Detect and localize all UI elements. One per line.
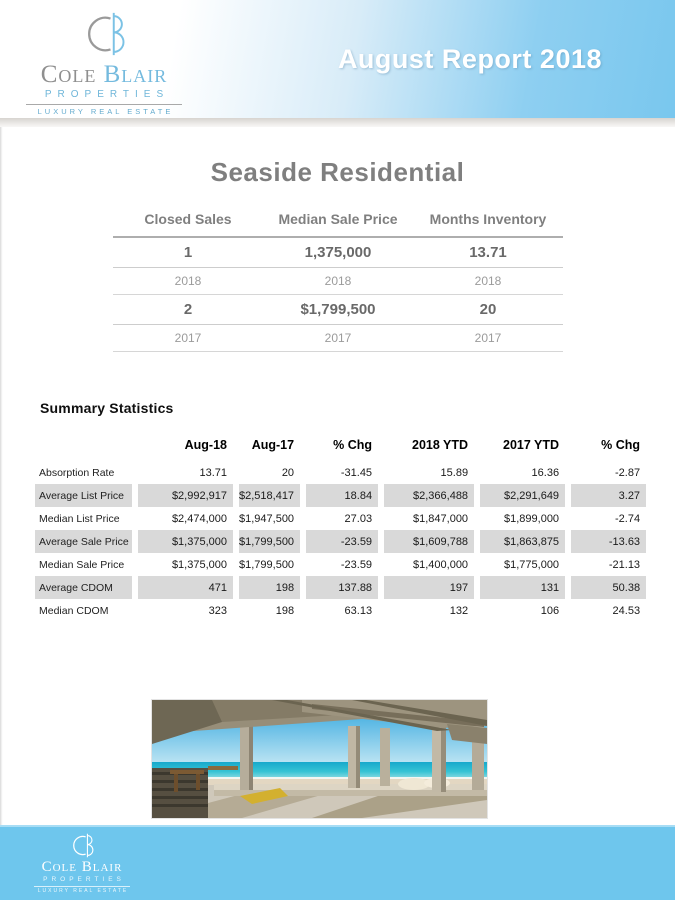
- cell: $1,400,000: [413, 558, 469, 571]
- cell: $1,847,000: [413, 512, 469, 525]
- cell: -21.13: [608, 558, 641, 571]
- cell: 323: [208, 604, 227, 617]
- cell: 2: [113, 294, 263, 324]
- cole-blair-monogram-icon: [77, 8, 131, 60]
- summary-label-column-header: [35, 430, 132, 461]
- summary-table-body: [35, 461, 646, 622]
- overview-header-row: [113, 211, 563, 237]
- row-label: Absorption Rate: [39, 466, 115, 479]
- cell: -23.59: [340, 558, 373, 571]
- masthead: [0, 0, 675, 118]
- column-header: % Chg: [601, 438, 641, 452]
- cell: 13.71: [413, 237, 563, 267]
- table-row: [35, 530, 646, 553]
- cell: 137.88: [306, 576, 378, 599]
- cell: 63.13: [344, 604, 373, 617]
- cell: $1,609,788: [384, 530, 474, 553]
- cell: $1,799,500: [239, 530, 300, 553]
- property-photo: [152, 700, 487, 818]
- cell: 20: [281, 466, 295, 479]
- cell: 106: [540, 604, 560, 617]
- cell: 1,375,000: [263, 237, 413, 267]
- logo-tagline: LUXURY REAL ESTATE: [37, 107, 174, 116]
- summary-statistics-table: [29, 430, 652, 622]
- logo-subtitle: PROPERTIES: [34, 875, 130, 887]
- page-title: Seaside Residential: [210, 157, 465, 187]
- row-label: Median List Price: [39, 512, 120, 525]
- table-row: [35, 553, 646, 576]
- footer: [0, 825, 675, 900]
- cell: $2,474,000: [171, 512, 227, 525]
- cell: $1,375,000: [171, 558, 227, 571]
- cell: -2.87: [614, 466, 641, 479]
- company-logo: [26, 8, 182, 119]
- cell: 18.84: [306, 484, 378, 507]
- table-row: [35, 599, 646, 622]
- cell: 2017: [113, 324, 263, 351]
- cell: $1,775,000: [504, 558, 560, 571]
- logo-name-first: Cole: [41, 859, 77, 875]
- row-label: Average CDOM: [35, 576, 132, 599]
- cell: 27.03: [344, 512, 373, 525]
- cell: $1,799,500: [239, 558, 295, 571]
- logo-name: [34, 860, 130, 875]
- column-header: 2017 YTD: [503, 438, 560, 452]
- table-row: [35, 484, 646, 507]
- table-row: [35, 576, 646, 599]
- cell: 2018: [413, 267, 563, 294]
- cell: 50.38: [571, 576, 646, 599]
- row-label: Median CDOM: [39, 604, 109, 617]
- cell: 2017: [413, 324, 563, 351]
- footer-company-logo: [34, 831, 130, 896]
- row-label: Average Sale Price: [35, 530, 132, 553]
- cell: 471: [138, 576, 233, 599]
- summary-header-row: [35, 430, 646, 461]
- column-header: Median Sale Price: [263, 211, 413, 237]
- row-label: Median Sale Price: [39, 558, 125, 571]
- summary-title: Summary Statistics: [40, 400, 174, 416]
- column-header: Aug-18: [184, 438, 227, 452]
- cell: 198: [275, 604, 295, 617]
- overview-table: [113, 211, 563, 352]
- table-row: [113, 267, 563, 294]
- cell: 132: [449, 604, 469, 617]
- row-label: Average List Price: [35, 484, 132, 507]
- column-header: 2018 YTD: [412, 438, 469, 452]
- logo-tagline: LUXURY REAL ESTATE: [37, 888, 129, 895]
- cell: -2.74: [614, 512, 641, 525]
- logo-name-first: Cole: [40, 61, 97, 88]
- logo-subtitle: PROPERTIES: [26, 87, 182, 105]
- table-row: [113, 294, 563, 324]
- cell: -13.63: [571, 530, 646, 553]
- cell: $2,366,488: [384, 484, 474, 507]
- cell: 198: [239, 576, 300, 599]
- table-row: [113, 324, 563, 351]
- masthead-divider: [0, 118, 675, 127]
- column-header: % Chg: [333, 438, 373, 452]
- cell: $1,947,500: [239, 512, 295, 525]
- cell: 13.71: [199, 466, 227, 479]
- column-header: Aug-17: [251, 438, 295, 452]
- cell: 3.27: [571, 484, 646, 507]
- cell: $1,899,000: [504, 512, 560, 525]
- cell: $1,863,875: [480, 530, 565, 553]
- table-row: [35, 507, 646, 530]
- cell: $2,291,649: [480, 484, 565, 507]
- report-title: August Report 2018: [337, 44, 602, 74]
- cell: 24.53: [612, 604, 641, 617]
- overview-table-body: [113, 237, 563, 351]
- column-header: Closed Sales: [113, 211, 263, 237]
- table-row: [113, 237, 563, 267]
- cell: 1: [113, 237, 263, 267]
- cell: -31.45: [340, 466, 373, 479]
- cell: $2,992,917: [138, 484, 233, 507]
- cole-blair-monogram-icon: [67, 831, 97, 860]
- cell: 15.89: [440, 466, 469, 479]
- table-row: [35, 461, 646, 484]
- cell: $2,518,417: [239, 484, 300, 507]
- cell: $1,375,000: [138, 530, 233, 553]
- cell: 197: [384, 576, 474, 599]
- cell: 2018: [263, 267, 413, 294]
- cell: 16.36: [531, 466, 560, 479]
- cell: 131: [480, 576, 565, 599]
- cell: $1,799,500: [263, 294, 413, 324]
- column-header: Months Inventory: [413, 211, 563, 237]
- cell: 2017: [263, 324, 413, 351]
- logo-name-last: Blair: [81, 859, 123, 875]
- logo-name-last: Blair: [103, 61, 168, 88]
- cell: -23.59: [306, 530, 378, 553]
- logo-name: [26, 62, 182, 87]
- cell: 20: [413, 294, 563, 324]
- cell: 2018: [113, 267, 263, 294]
